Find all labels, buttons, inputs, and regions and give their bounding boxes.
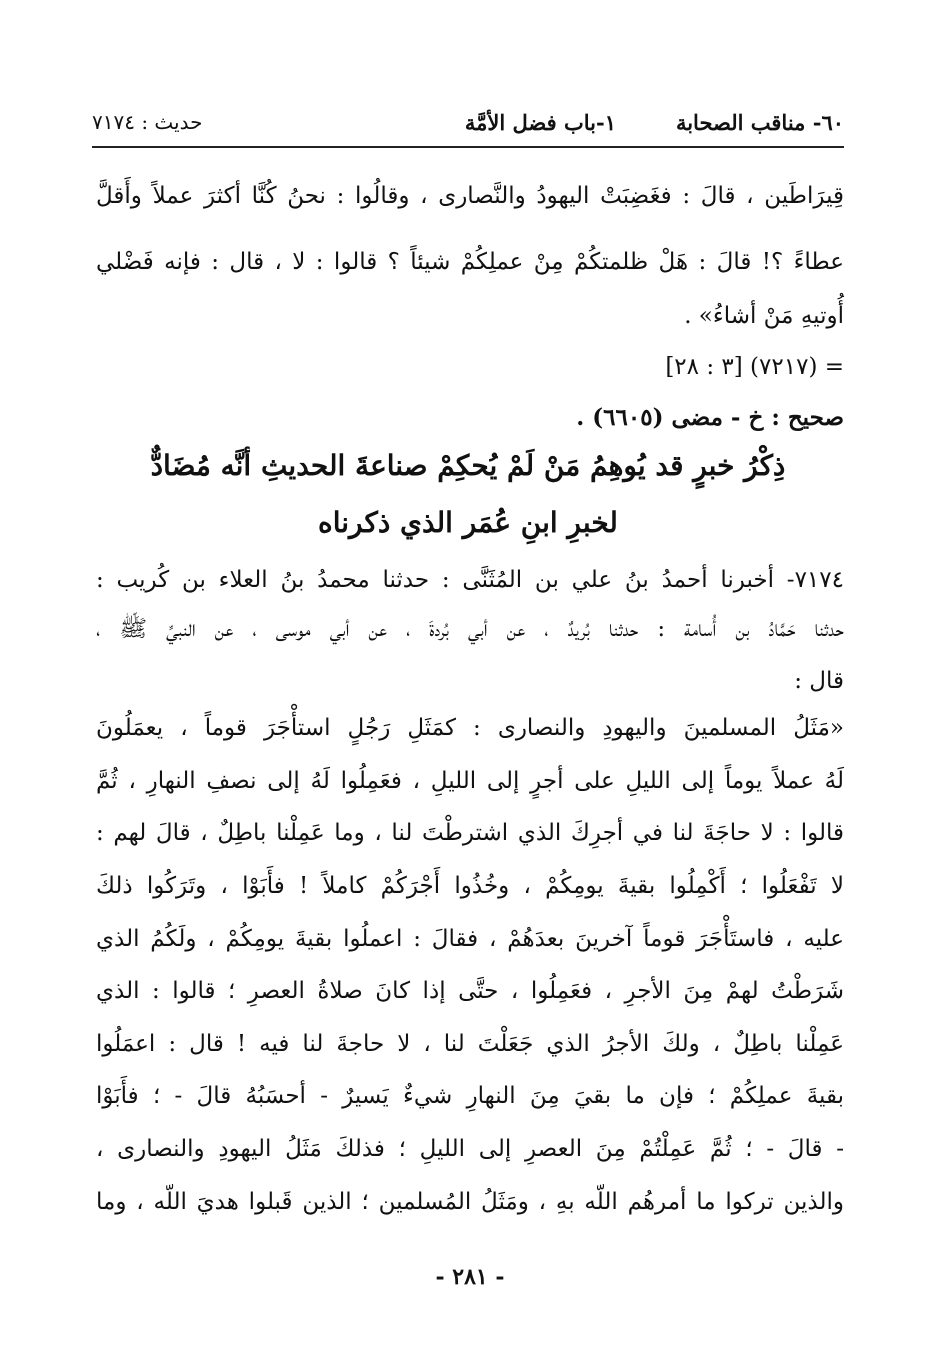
grading-note: صحيح : خ - مضى (٦٦٠٥) .: [576, 404, 844, 431]
header-divider: [92, 146, 844, 148]
matn-line: شَرَطْتُ لهمْ مِنَ الأجرِ ، فعَمِلُوا ، حتَّى إذا كانَ صلاةُ العصرِ ؛ قالوا : الذي: [96, 978, 844, 1004]
matn-line: عليه ، فاستَأْجَرَ قوماً آخرينَ بعدَهُمْ ، فقالَ : اعملُوا بقيةَ يومِكُمْ ، ولَكُمُ الذي: [96, 926, 844, 952]
section-heading-line: ذِكْرُ خبرٍ قد يُوهِمُ مَنْ لَمْ يُحكِمْ صناعةَ الحديثِ أنَّه مُضَادٌّ: [150, 449, 786, 482]
matn-line: - قالَ - ؛ ثُمَّ عَمِلْتُمْ مِنَ العصرِ إلى الليلِ ؛ فذلكَ مَثَلُ اليهودِ والنصارى ،: [96, 1136, 844, 1162]
matn-line: لَهُ عملاً يوماً إلى الليلِ على أجرٍ إلى الليلِ ، فعَمِلُوا لَهُ إلى نصفِ النهارِ ، ثُمَّ: [96, 768, 844, 794]
matn-line: بقيةَ عملِكُمْ ؛ فإن ما بقيَ مِنَ النهارِ شيءٌ يَسيرٌ - أحسَبُهُ قالَ - ؛ فأَبَوْا: [96, 1083, 844, 1109]
text-line: عطاءً ؟! قالَ : هَلْ ظلمتكُمْ مِنْ عملِكُمْ شيئاً ؟ قالوا : لا ، قال : فإنه فَضْلي: [96, 249, 844, 275]
matn-line: لا تَفْعَلُوا ؛ أَكْمِلُوا بقيةَ يومِكُمْ ، وخُذُوا أَجْرَكُمْ كاملاً ! فأَبَوْا ، وتَرَكُوا ذلكَ: [96, 873, 844, 899]
cross-reference: = (٧٢١٧) [٣ : ٢٨]: [665, 354, 844, 380]
chapter-title: ٦٠- مناقب الصحابة: [675, 110, 844, 135]
matn-line: عَمِلْنا باطِلٌ ، ولكَ الأجرُ الذي جَعَلْتَ لنا ، لا حاجةَ لنا فيه ! قال : اعمَلُوا: [96, 1031, 844, 1057]
hadith-number-header: حديث : ٧١٧٤: [92, 110, 203, 134]
page-number: - ٢٨١ -: [435, 1264, 505, 1290]
matn-line: قالوا : لا حاجَةَ لنا في أجرِكَ الذي اشترطْتَ لنا ، وما عَمِلْنا باطِلٌ ، قالَ لهم :: [96, 820, 844, 846]
section-heading-line: لخبرِ ابنِ عُمَر الذي ذكرناه: [318, 506, 618, 539]
matn-line: والذين تركوا ما أمرهُم اللّه بهِ ، ومَثَلُ المُسلمين ؛ الذين قَبلوا هديَ اللّه ، وما: [96, 1189, 844, 1215]
isnad-line: ٧١٧٤- أخبرنا أحمدُ بنُ علي بن المُثَنَّى : حدثنا محمدُ بنُ العلاء بن كُريب :: [96, 567, 844, 593]
text-line: أُوتيهِ مَنْ أشاءُ» .: [684, 303, 844, 329]
matn-line: «مَثَلُ المسلمينَ واليهودِ والنصارى : كمَثَلِ رَجُلٍ استأْجَرَ قوماً ، يعمَلُونَ: [96, 715, 844, 741]
isnad-line: حدثنا حَمَّادُ بن أُسامة : حدثنا بُريدٌ ، عن أبي بُردةَ ، عن أبي موسى ، عن النبيِّ ﷺ ،: [96, 616, 844, 642]
section-title-header: ١-باب فضل الأمَّة: [464, 110, 616, 135]
isnad-line: قال :: [794, 668, 844, 694]
running-header: [92, 104, 844, 144]
text-line: قِيرَاطَين ، قالَ : فغَضِبَتْ اليهودُ والنَّصارى ، وقالُوا : نحنُ كُنَّا أكثرَ عملاً وأَقلَّ: [96, 183, 844, 209]
